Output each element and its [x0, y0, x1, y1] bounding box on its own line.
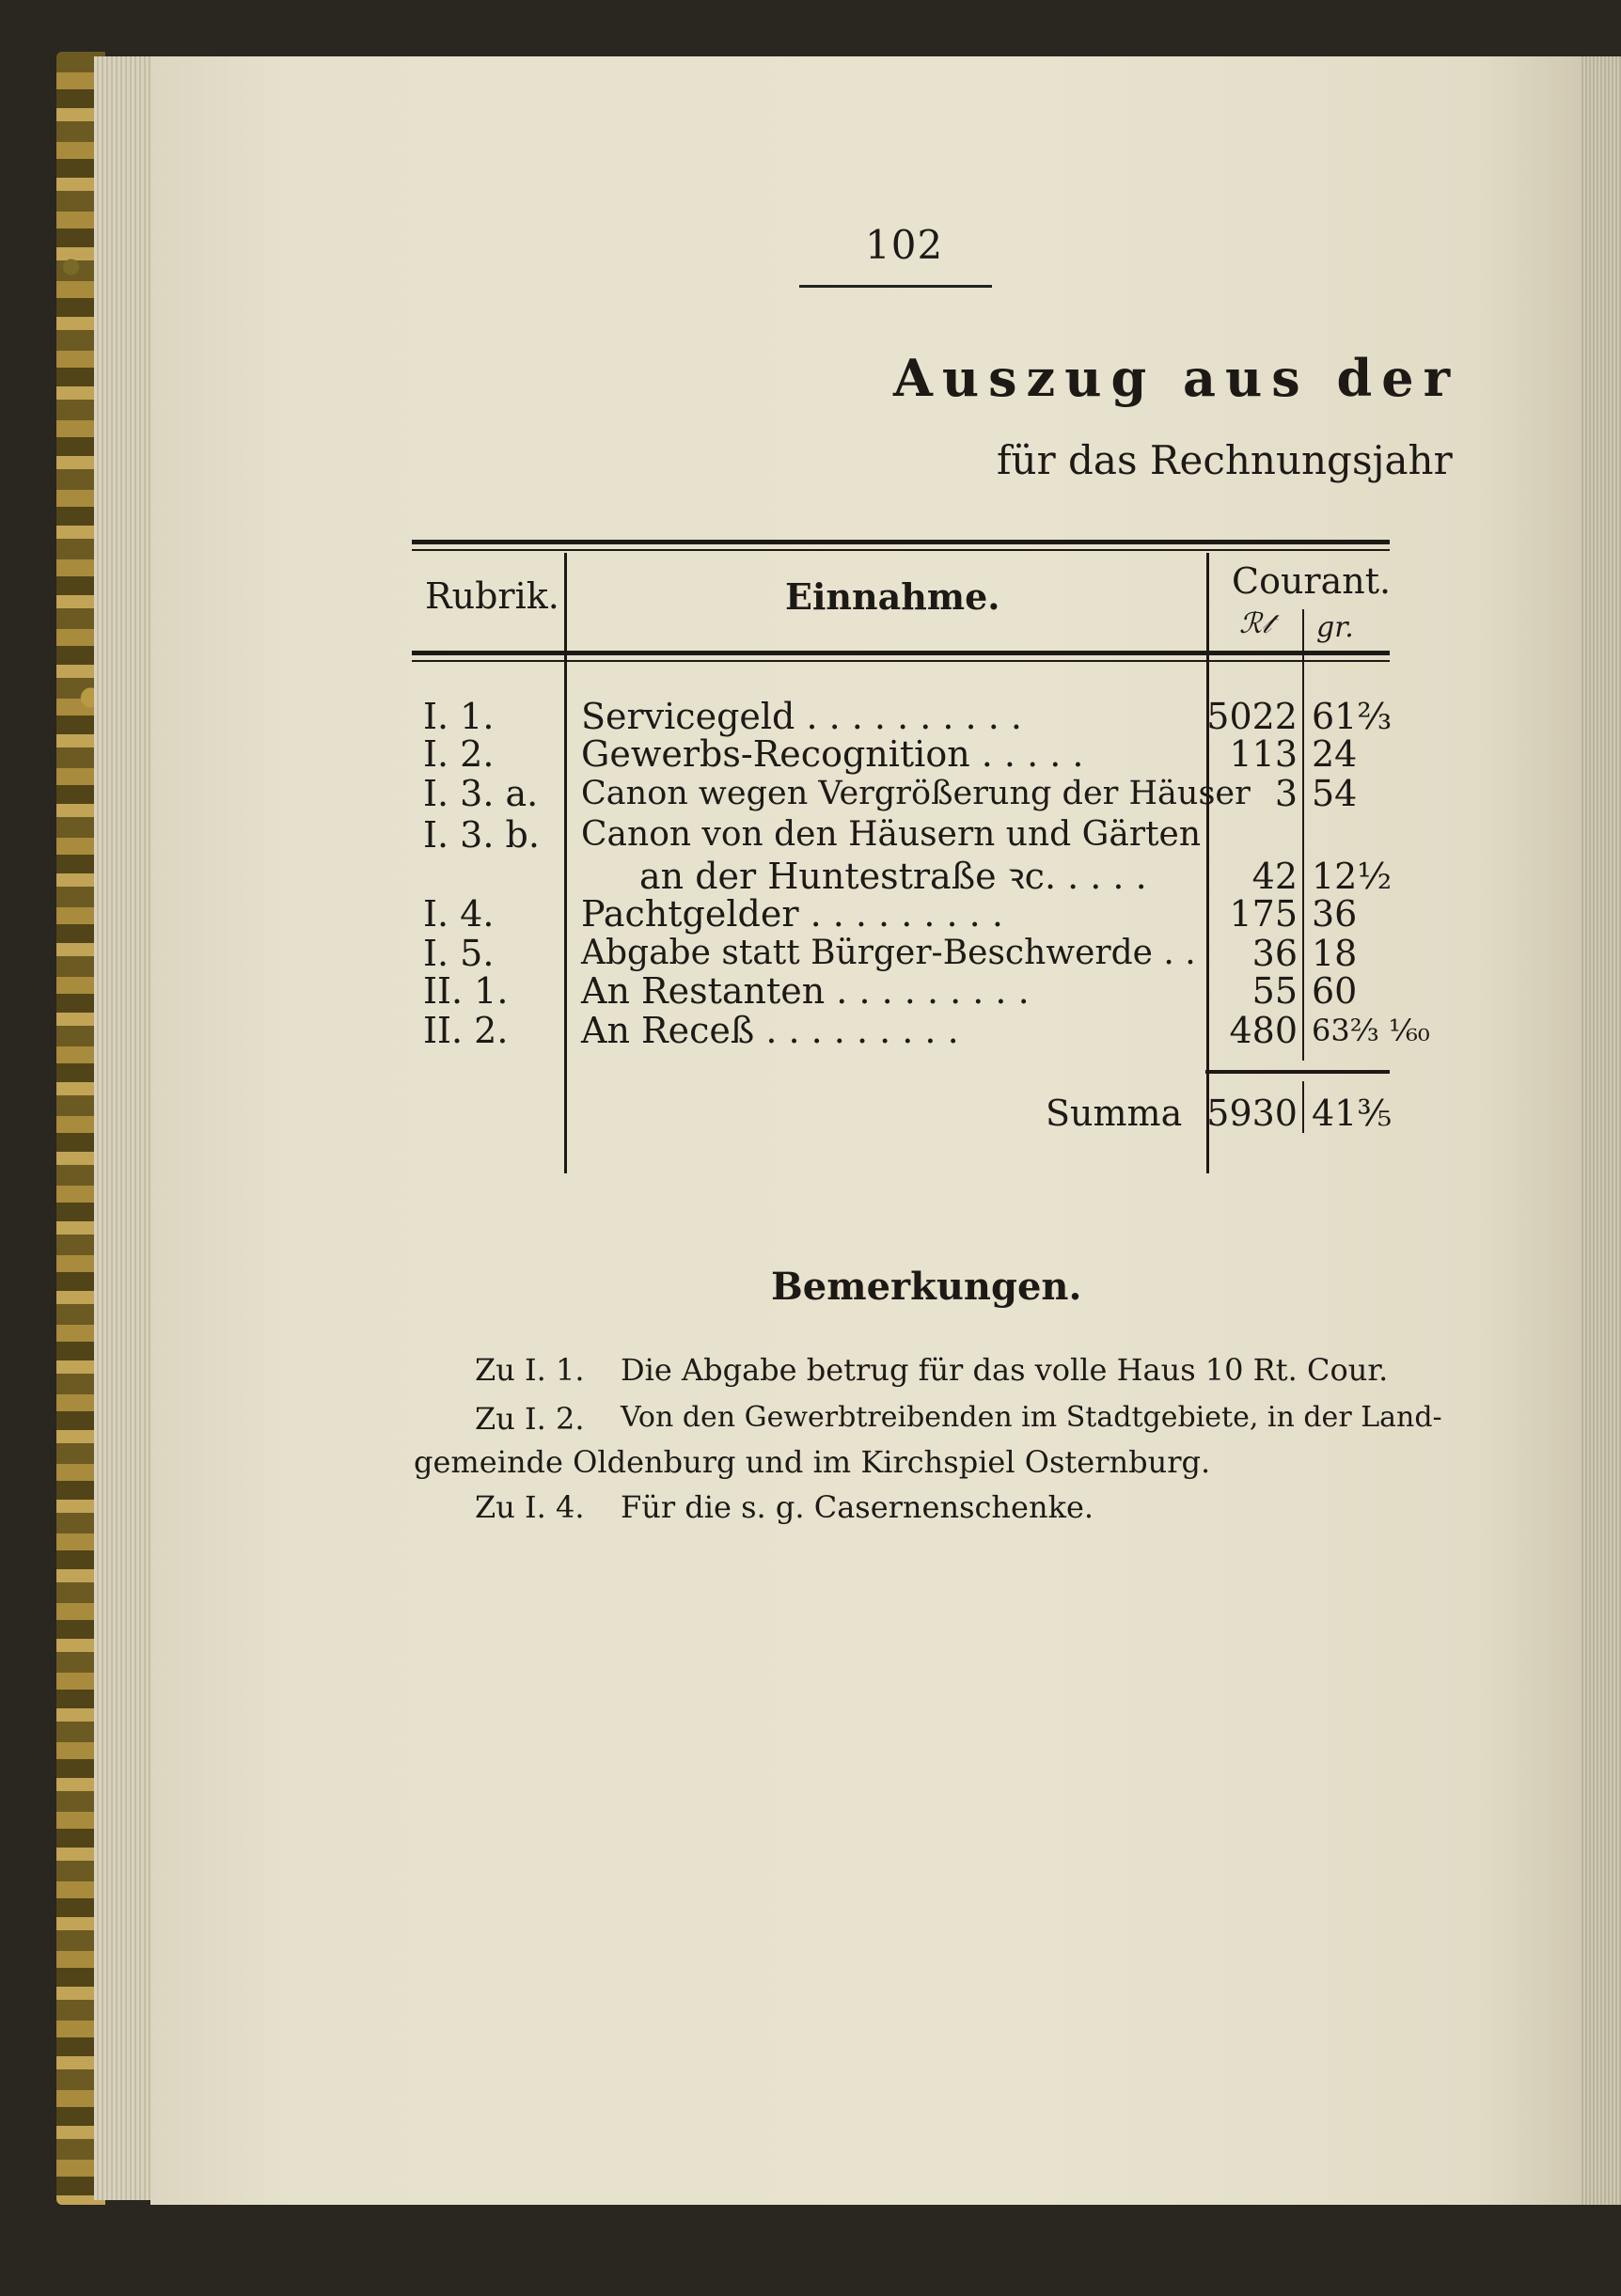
row-1-rubrik: I. 1. — [423, 696, 495, 737]
row-9-rubrik: II. 2. — [423, 1010, 509, 1051]
row-7-rubrik: I. 5. — [423, 933, 495, 974]
row-2-rt: 113 — [1229, 733, 1298, 775]
row-6-gr: 36 — [1312, 893, 1358, 935]
row-6-rt: 175 — [1229, 893, 1298, 935]
row-9-rt: 480 — [1229, 1010, 1298, 1051]
row-2-gr: 24 — [1312, 733, 1358, 775]
row-8-rt: 55 — [1251, 970, 1298, 1012]
summa-label: Summa — [1046, 1093, 1183, 1134]
table-divider-courant — [1206, 553, 1209, 1173]
row-5-desc: an der Huntestraße ꝛc. . . . . — [639, 856, 1147, 897]
row-3-rubrik: I. 3. a. — [423, 773, 539, 814]
remark-2-text: Von den Gewerbtreibenden im Stadtgebiete, in der Land- — [621, 1401, 1442, 1434]
page-number-rule — [799, 285, 992, 288]
remark-4-ref: Zu I. 4. — [475, 1489, 585, 1525]
summa-gr: 41⅗ — [1312, 1093, 1393, 1134]
row-4-desc: Canon von den Häusern und Gärten — [581, 815, 1202, 854]
table-divider-gr-sum — [1302, 1081, 1304, 1133]
row-8-desc: An Restanten . . . . . . . . . — [581, 970, 1030, 1012]
header-unit-rt: ℛ𝓉 — [1239, 607, 1272, 640]
row-9-gr: 63⅔ ¹⁄₆₀ — [1312, 1013, 1430, 1048]
row-5-rt: 42 — [1251, 856, 1298, 897]
row-3-rt: 3 — [1274, 773, 1298, 814]
remarks-title: Bemerkungen. — [771, 1265, 1082, 1309]
row-5-gr: 12½ — [1312, 856, 1393, 897]
row-8-gr: 60 — [1312, 970, 1358, 1012]
row-3-gr: 54 — [1312, 773, 1358, 814]
row-2-desc: Gewerbs-Recognition . . . . . — [581, 733, 1084, 775]
row-9-desc: An Receß . . . . . . . . . — [581, 1010, 959, 1051]
row-7-gr: 18 — [1312, 933, 1358, 974]
right-page-edge — [1580, 56, 1621, 2205]
row-6-rubrik: I. 4. — [423, 893, 495, 935]
remark-3-text: gemeinde Oldenburg und im Kirchspiel Osternburg. — [414, 1444, 1211, 1480]
table-divider-gr — [1302, 609, 1304, 1061]
title-line-2: für das Rechnungsjahr — [997, 437, 1453, 483]
row-3-desc: Canon wegen Vergrößerung der Häuser — [581, 775, 1251, 812]
table-header-rule — [412, 651, 1390, 655]
row-1-desc: Servicegeld . . . . . . . . . . — [581, 696, 1022, 737]
table-header-rule-thin — [412, 660, 1390, 662]
header-einnahme: Einnahme. — [785, 575, 1000, 618]
header-rubrik: Rubrik. — [425, 575, 559, 617]
row-6-desc: Pachtgelder . . . . . . . . . — [581, 893, 1003, 935]
page-number: 102 — [865, 222, 944, 268]
remark-2-ref: Zu I. 2. — [475, 1401, 585, 1437]
remark-1-text: Die Abgabe betrug für das volle Haus 10 Rt. Cour. — [621, 1352, 1389, 1388]
row-1-rt: 5022 — [1206, 696, 1298, 737]
summa-rt: 5930 — [1206, 1093, 1298, 1134]
title-line-1: Auszug aus der — [893, 348, 1460, 408]
row-7-rt: 36 — [1251, 933, 1298, 974]
table-sum-rule — [1205, 1070, 1390, 1074]
row-8-rubrik: II. 1. — [423, 970, 509, 1012]
table-top-rule-thin — [412, 549, 1390, 551]
row-2-rubrik: I. 2. — [423, 733, 495, 775]
row-1-gr: 61⅔ — [1312, 696, 1393, 737]
row-7-desc: Abgabe statt Bürger-Beschwerde . . — [581, 934, 1196, 972]
remark-4-text: Für die s. g. Casernenschenke. — [621, 1489, 1094, 1525]
table-divider-rubrik — [564, 553, 567, 1173]
remark-1-ref: Zu I. 1. — [475, 1352, 585, 1388]
table-top-rule — [412, 540, 1390, 544]
row-4-rubrik: I. 3. b. — [423, 814, 540, 856]
header-courant: Courant. — [1232, 560, 1392, 602]
header-unit-gr: gr. — [1316, 611, 1354, 644]
